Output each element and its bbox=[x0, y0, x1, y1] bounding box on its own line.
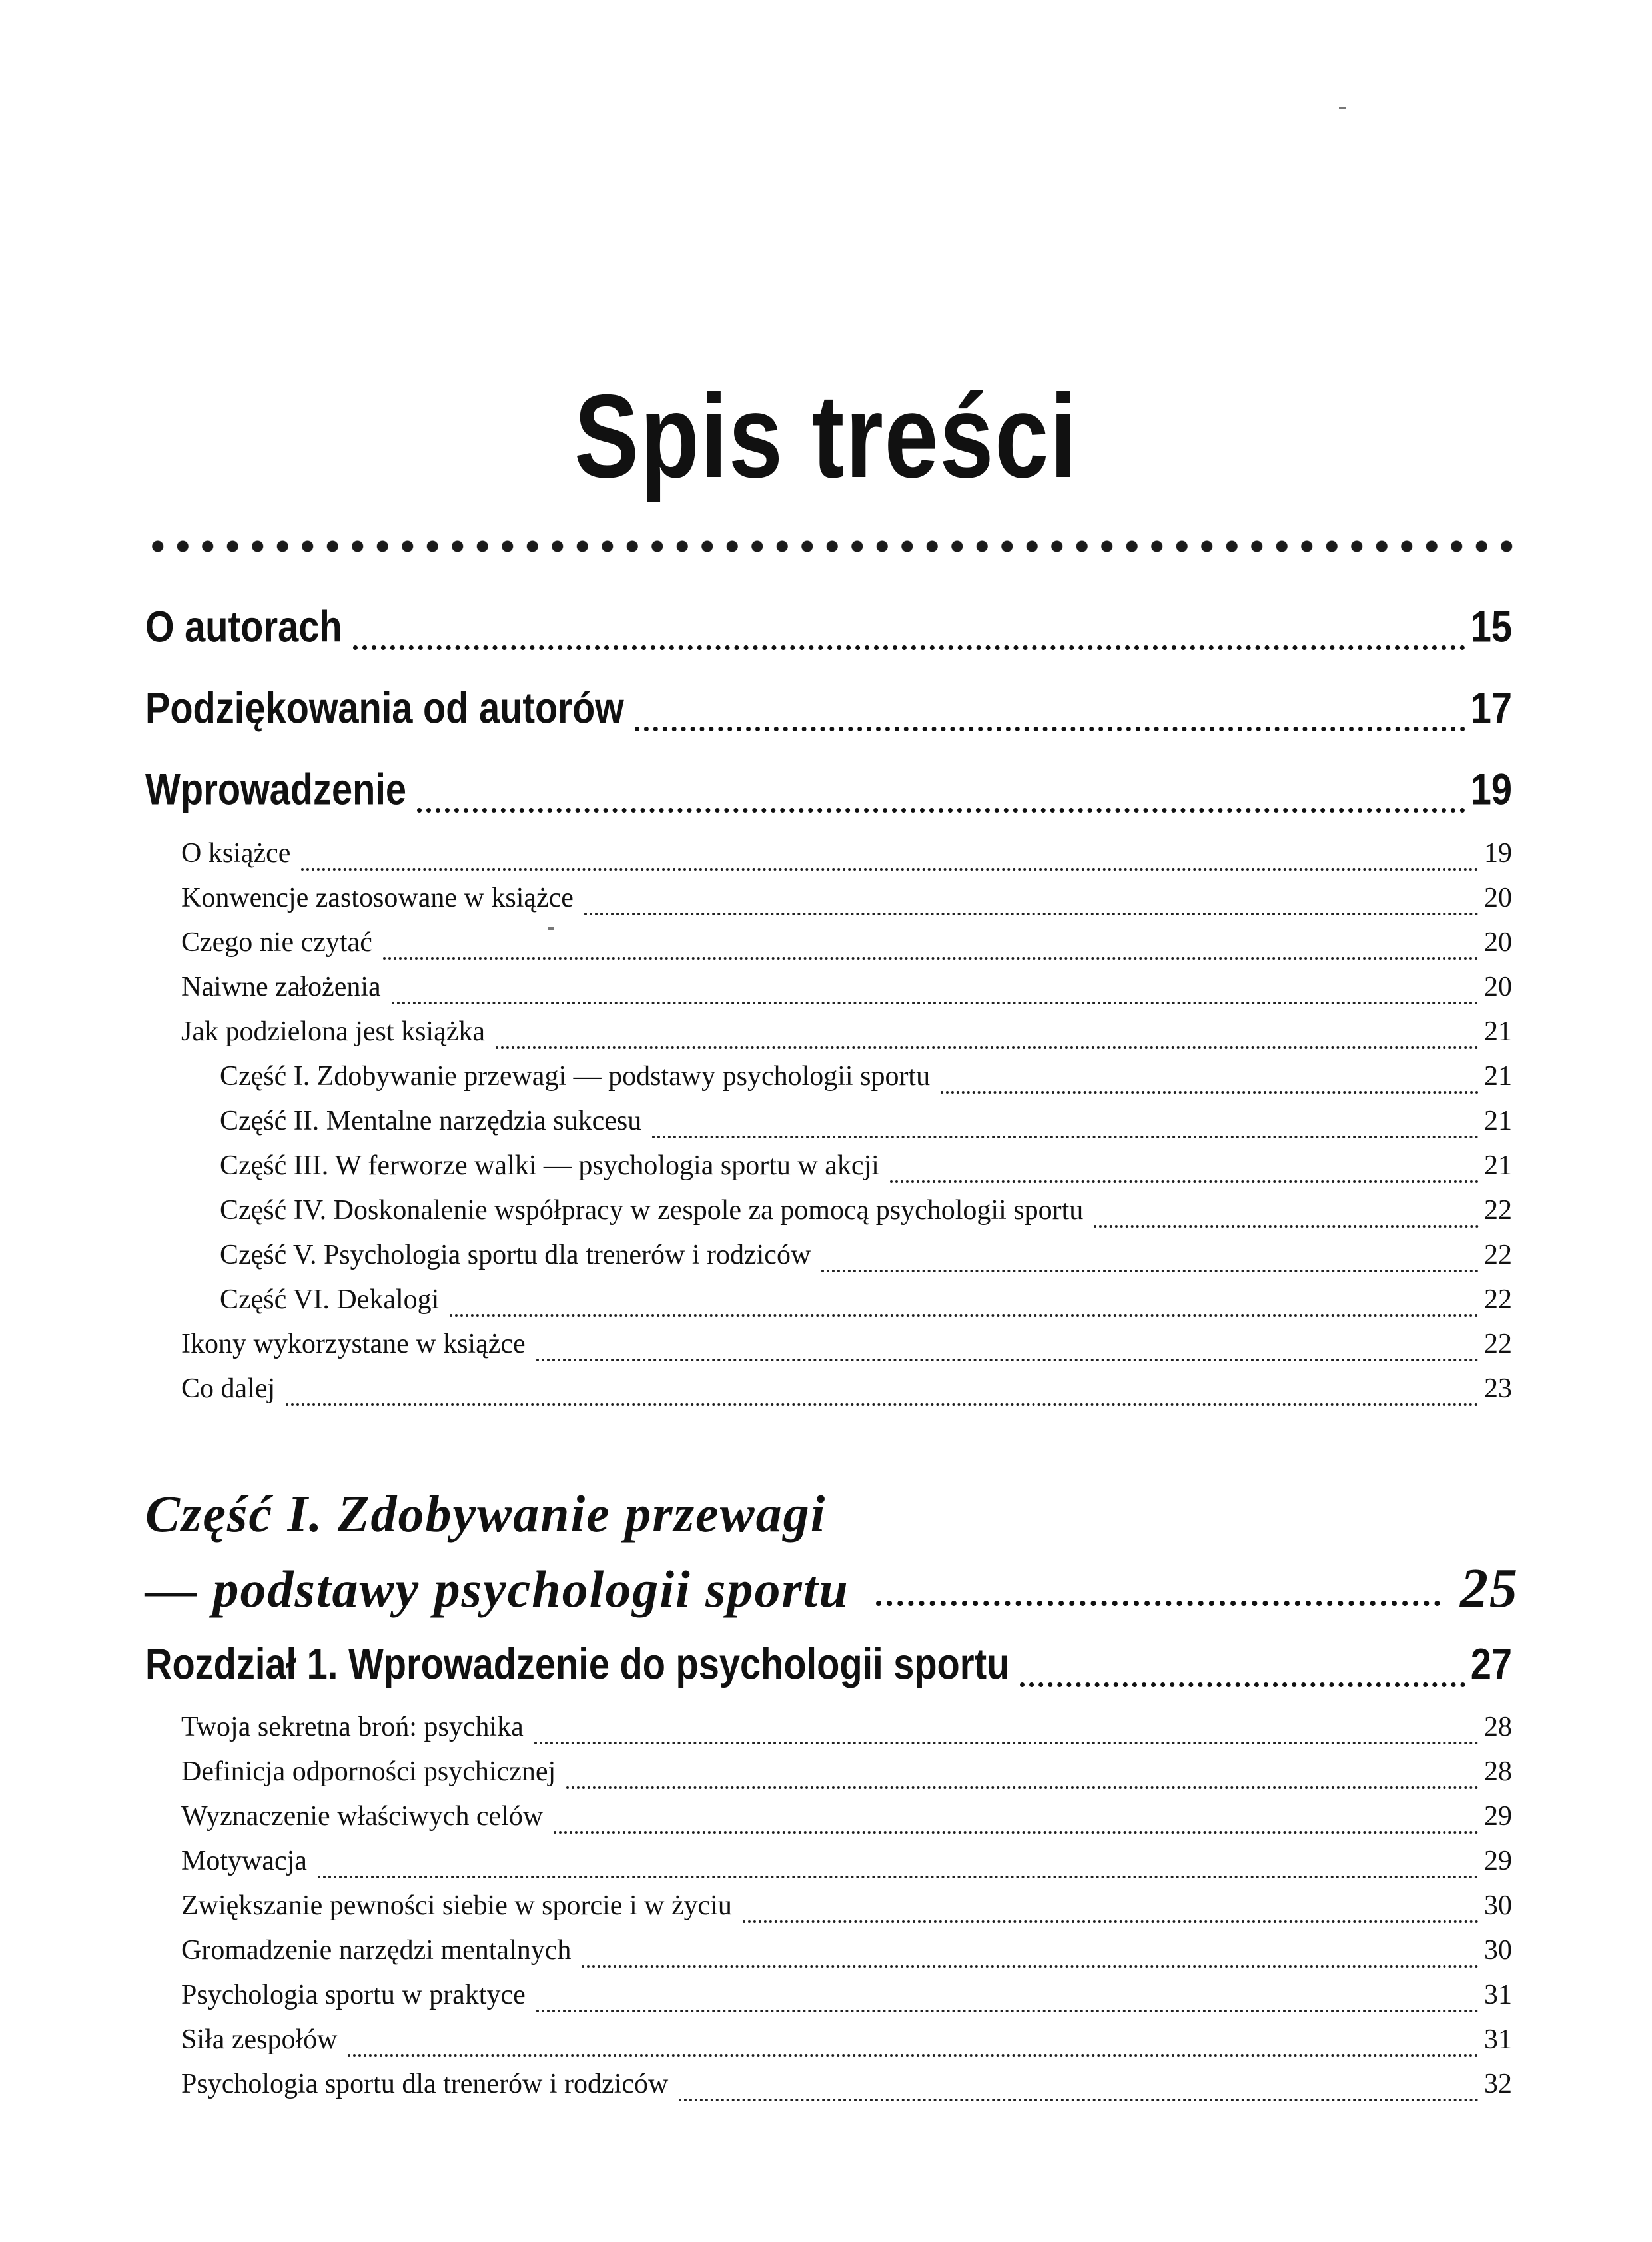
dot-leader bbox=[496, 1046, 1479, 1049]
toc-entry-title: Podziękowania od autorów bbox=[145, 683, 624, 733]
toc-page-number: 29 bbox=[1484, 1801, 1512, 1832]
toc-subsection[interactable] bbox=[220, 1194, 1512, 1237]
toc-entry-title: Motywacja bbox=[181, 1846, 307, 1876]
toc-page-number: 28 bbox=[1484, 1756, 1512, 1787]
dot-leader bbox=[584, 913, 1479, 915]
toc-subsection[interactable] bbox=[220, 1239, 1512, 1282]
toc-entry-title: Jak podzielona jest książka bbox=[181, 1016, 486, 1047]
toc-entry-title: Twoja sekretna broń: psychika bbox=[181, 1712, 524, 1742]
toc-section[interactable] bbox=[181, 1756, 1512, 1798]
toc-chapter-podziekowania[interactable] bbox=[145, 683, 1512, 746]
toc-entry-title: Konwencje zastosowane w książce bbox=[181, 883, 574, 913]
toc-entry-title: Ikony wykorzystane w książce bbox=[181, 1329, 526, 1359]
dot-leader bbox=[566, 1786, 1479, 1789]
toc-entry-title: Część V. Psychologia sportu dla trenerów i rodziców bbox=[220, 1240, 811, 1270]
dot-leader bbox=[392, 1002, 1479, 1004]
dot-leader bbox=[318, 1876, 1479, 1878]
toc-subsection[interactable] bbox=[220, 1060, 1512, 1103]
dot-leader bbox=[890, 1180, 1479, 1183]
toc-entry-title: Czego nie czytać bbox=[181, 927, 372, 958]
toc-entry-title: Część II. Mentalne narzędzia sukcesu bbox=[220, 1106, 642, 1136]
toc-entry-title: Zwiększanie pewności siebie w sporcie i w życiu bbox=[181, 1890, 732, 1921]
toc-entry-title: Co dalej bbox=[181, 1373, 276, 1404]
toc-page-number: 27 bbox=[1470, 1639, 1512, 1688]
toc-page-number: 31 bbox=[1484, 1980, 1512, 2010]
toc-entry-title: Część IV. Doskonalenie współpracy w zespole za pomocą psychologii sportu bbox=[220, 1195, 1084, 1226]
toc-page-number: 20 bbox=[1484, 927, 1512, 958]
toc-chapter-rozdzial-1[interactable] bbox=[145, 1639, 1512, 1702]
toc-page-number: 22 bbox=[1484, 1195, 1512, 1226]
dot-leader bbox=[536, 2010, 1479, 2012]
toc-page-number: 28 bbox=[1484, 1712, 1512, 1742]
toc-chapter-o-autorach[interactable] bbox=[145, 601, 1512, 665]
toc-part-subtitle: — podstawy psychologii sportu bbox=[145, 1560, 849, 1618]
toc-page-number: 23 bbox=[1484, 1373, 1512, 1404]
dot-leader bbox=[536, 1359, 1479, 1361]
dot-leader bbox=[679, 2099, 1479, 2101]
toc-part-heading-line1[interactable]: Część I. Zdobywanie przewagi bbox=[145, 1485, 827, 1543]
toc-section[interactable] bbox=[181, 2068, 1512, 2111]
dot-leader bbox=[821, 1270, 1479, 1272]
toc-page-number: 19 bbox=[1470, 764, 1512, 814]
toc-section[interactable] bbox=[181, 2024, 1512, 2066]
dot-leader bbox=[941, 1091, 1479, 1094]
toc-entry-title: Definicja odporności psychicznej bbox=[181, 1756, 556, 1787]
dot-leader bbox=[1094, 1225, 1479, 1228]
toc-page-number: 30 bbox=[1484, 1890, 1512, 1921]
toc-section[interactable] bbox=[181, 1890, 1512, 1932]
dot-leader bbox=[417, 808, 1465, 813]
toc-entry-title: Wprowadzenie bbox=[145, 764, 407, 814]
toc-entry-title: Psychologia sportu dla trenerów i rodziców bbox=[181, 2069, 669, 2099]
dot-leader bbox=[450, 1314, 1479, 1317]
toc-page-number: 15 bbox=[1470, 601, 1512, 651]
toc-page-number: 21 bbox=[1484, 1150, 1512, 1181]
toc-entry-title: Siła zespołów bbox=[181, 2024, 338, 2055]
toc-page-number: 21 bbox=[1484, 1016, 1512, 1047]
toc-page-number: 29 bbox=[1484, 1846, 1512, 1876]
toc-entry-title: Wyznaczenie właściwych celów bbox=[181, 1801, 544, 1832]
toc-entry-title: O autorach bbox=[145, 601, 342, 651]
toc-subsection[interactable] bbox=[220, 1284, 1512, 1326]
dot-leader bbox=[652, 1136, 1479, 1138]
dot-leader bbox=[534, 1742, 1479, 1744]
dot-leader bbox=[348, 2054, 1479, 2057]
toc-chapter-wprowadzenie[interactable] bbox=[145, 764, 1512, 827]
dot-leader bbox=[582, 1965, 1479, 1968]
scan-speck bbox=[1339, 107, 1346, 109]
toc-entry-title: Rozdział 1. Wprowadzenie do psychologii sportu bbox=[145, 1639, 1010, 1688]
toc-entry-title: Psychologia sportu w praktyce bbox=[181, 1980, 526, 2010]
toc-page-number: 22 bbox=[1484, 1284, 1512, 1315]
toc-page-number: 21 bbox=[1484, 1061, 1512, 1092]
toc-page-number: 20 bbox=[1484, 883, 1512, 913]
toc-section[interactable] bbox=[181, 1845, 1512, 1888]
toc-entry-title: Część III. W ferworze walki — psychologia sportu w akcji bbox=[220, 1150, 879, 1181]
toc-page-number: 31 bbox=[1484, 2024, 1512, 2055]
toc-page-number: 19 bbox=[1484, 838, 1512, 869]
toc-section[interactable] bbox=[181, 1328, 1512, 1371]
toc-section[interactable] bbox=[181, 837, 1512, 880]
toc-section[interactable] bbox=[181, 1016, 1512, 1058]
toc-page-number: 22 bbox=[1484, 1329, 1512, 1359]
toc-section[interactable] bbox=[181, 1711, 1512, 1754]
toc-page-number: 21 bbox=[1484, 1106, 1512, 1136]
dot-leader bbox=[383, 957, 1479, 960]
dot-leader bbox=[635, 727, 1465, 731]
toc-part-heading-line2[interactable] bbox=[145, 1552, 1519, 1626]
toc-subsection[interactable] bbox=[220, 1105, 1512, 1148]
toc-page-number: 25 bbox=[1460, 1557, 1519, 1619]
scan-speck bbox=[548, 927, 554, 930]
toc-section[interactable] bbox=[181, 1373, 1512, 1415]
toc-page-number: 22 bbox=[1484, 1240, 1512, 1270]
toc-section[interactable] bbox=[181, 1979, 1512, 2022]
dot-leader bbox=[1020, 1682, 1465, 1687]
toc-entry-title: Gromadzenie narzędzi mentalnych bbox=[181, 1935, 572, 1966]
dot-leader bbox=[876, 1601, 1440, 1606]
dotted-divider bbox=[145, 538, 1519, 554]
toc-page-number: 17 bbox=[1470, 683, 1512, 733]
toc-section[interactable] bbox=[181, 1800, 1512, 1843]
dot-leader bbox=[286, 1403, 1479, 1406]
dot-leader bbox=[554, 1831, 1479, 1834]
toc-section[interactable] bbox=[181, 971, 1512, 1014]
toc-page-number: 30 bbox=[1484, 1935, 1512, 1966]
toc-section[interactable] bbox=[181, 927, 1512, 969]
toc-entry-title: Część VI. Dekalogi bbox=[220, 1284, 440, 1315]
toc-page-number: 32 bbox=[1484, 2069, 1512, 2099]
toc-entry-title: O książce bbox=[181, 838, 291, 869]
toc-subsection[interactable] bbox=[220, 1150, 1512, 1192]
toc-section[interactable] bbox=[181, 1934, 1512, 1977]
dot-leader bbox=[301, 868, 1479, 871]
dot-leader bbox=[743, 1920, 1479, 1923]
toc-section[interactable] bbox=[181, 882, 1512, 925]
toc-entry-title: Część I. Zdobywanie przewagi — podstawy psychologii sportu bbox=[220, 1061, 931, 1092]
page-title: Spis treści bbox=[574, 370, 1078, 502]
dot-leader bbox=[353, 645, 1465, 650]
toc-page-number: 20 bbox=[1484, 972, 1512, 1002]
toc-entry-title: Naiwne założenia bbox=[181, 972, 381, 1002]
